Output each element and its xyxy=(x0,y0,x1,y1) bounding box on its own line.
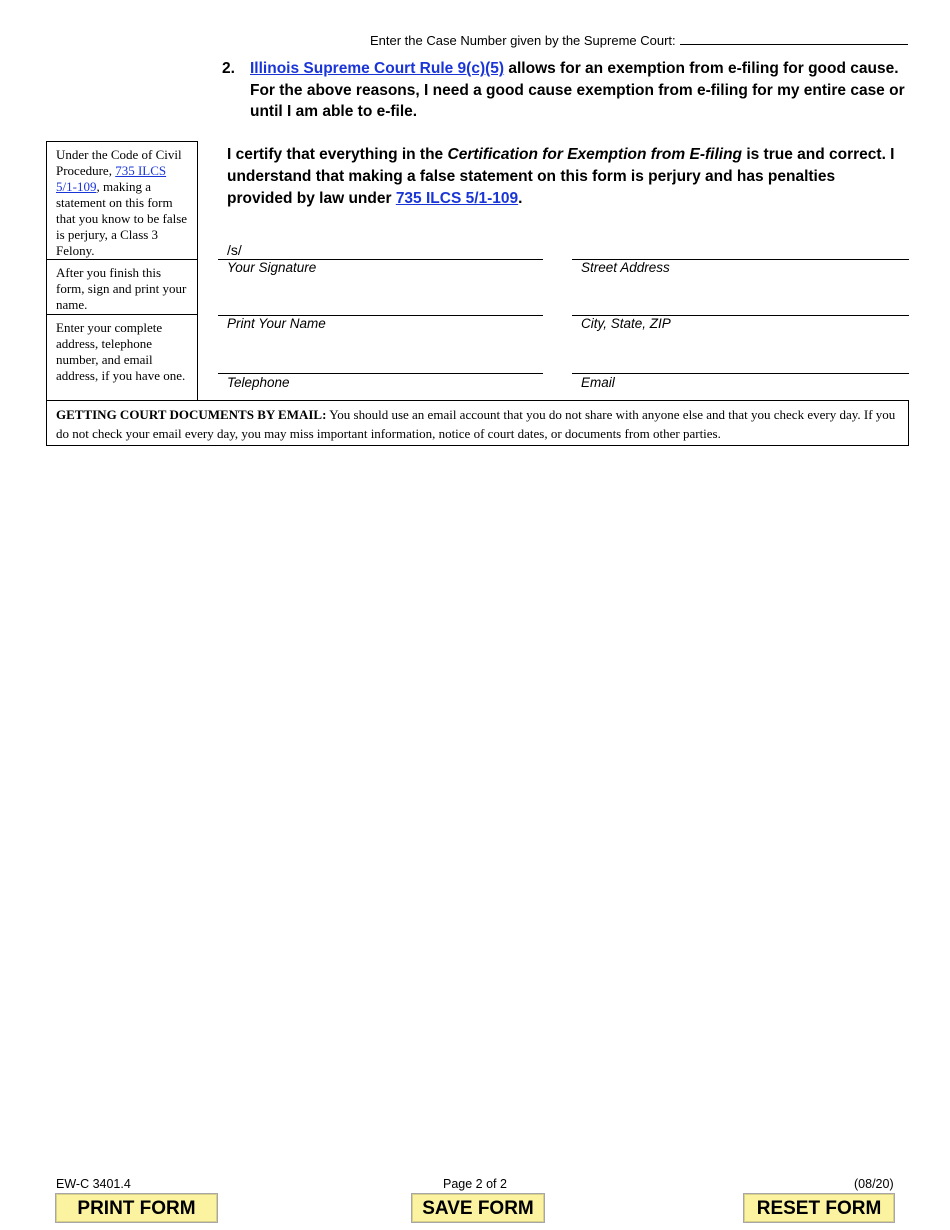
sign-instruction-box xyxy=(46,259,198,315)
street-address-label: Street Address xyxy=(581,260,670,275)
print-form-button[interactable]: PRINT FORM xyxy=(55,1193,218,1223)
perjury-warning-box xyxy=(46,141,198,260)
perjury-statute-link[interactable]: 735 ILCS 5/1-109 xyxy=(56,163,167,194)
email-notice-text: You should use an email account that you do not share with anyone else and that you check every day. If you do not check your email every day, you may miss important information, notice of court dates, or documents from other parties. xyxy=(56,407,896,441)
item-2-number: 2. xyxy=(222,60,235,77)
certification-statute-link[interactable]: 735 ILCS 5/1-109 xyxy=(395,190,519,207)
address-instruction-box xyxy=(46,314,198,401)
form-code: EW-C 3401.4 xyxy=(56,1177,131,1191)
save-form-button[interactable]: SAVE FORM xyxy=(411,1193,545,1223)
case-number-label: Enter the Case Number given by the Supreme Court: xyxy=(370,33,676,48)
case-number-input[interactable] xyxy=(680,32,908,45)
telephone-label: Telephone xyxy=(227,375,290,390)
reset-form-button[interactable]: RESET FORM xyxy=(743,1193,895,1223)
certification-mid: is true and correct. I understand that making a false statement on this form is perjury and has penalties provided by law under xyxy=(227,146,895,207)
address-instruction-text: Enter your complete address, telephone number, and email address, if you have one. xyxy=(56,320,186,383)
email-notice-box xyxy=(46,400,909,446)
rule-9c5-link[interactable]: Illinois Supreme Court Rule 9(c)(5) xyxy=(250,60,505,77)
email-label: Email xyxy=(581,375,615,390)
case-number-line xyxy=(370,32,908,48)
telephone-input[interactable] xyxy=(218,373,543,374)
signature-label: Your Signature xyxy=(227,260,317,275)
certification-pre: I certify that everything in the xyxy=(227,146,444,163)
page-number: Page 2 of 2 xyxy=(443,1177,507,1191)
email-input[interactable] xyxy=(572,373,909,374)
signature-input[interactable]: /s/ xyxy=(227,242,242,258)
certification-statement xyxy=(227,144,902,210)
form-date: (08/20) xyxy=(854,1177,894,1191)
item-2-text xyxy=(250,58,915,123)
email-notice-heading: GETTING COURT DOCUMENTS BY EMAIL: xyxy=(56,407,327,422)
certification-end: . xyxy=(518,190,523,207)
perjury-warning-post: , making a statement on this form that you know to be false is perjury, a Class 3 Felony. xyxy=(56,179,188,258)
print-name-label: Print Your Name xyxy=(227,316,326,331)
certification-title: Certification for Exemption from E-filing xyxy=(447,146,743,163)
sign-instruction-text: After you finish this form, sign and print your name. xyxy=(56,265,187,312)
item-2-body: allows for an exemption from e-filing for good cause. For the above reasons, I need a good cause exemption from e-filing for my entire case or until I am able to e-file. xyxy=(250,60,905,120)
city-state-zip-label: City, State, ZIP xyxy=(581,316,671,331)
perjury-warning-pre: Under the Code of Civil Procedure, xyxy=(56,147,182,178)
